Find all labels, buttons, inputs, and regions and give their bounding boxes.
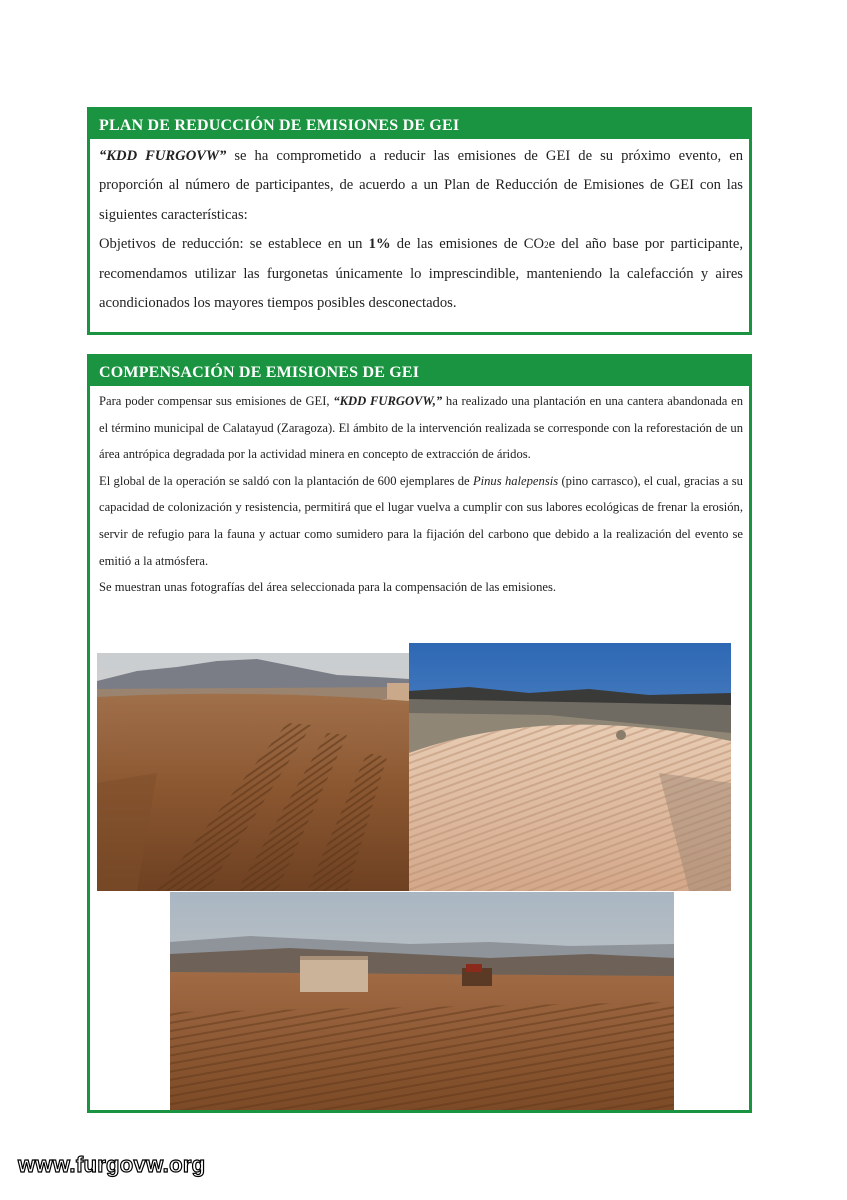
reduction-plan-title: PLAN DE REDUCCIÓN DE EMISIONES DE GEI [90, 110, 749, 139]
compensation-title: COMPENSACIÓN DE EMISIONES DE GEI [90, 357, 749, 386]
quarry-photo-1 [97, 653, 409, 891]
compensation-body [90, 386, 749, 601]
reduction-plan-paragraph-1 [99, 142, 743, 230]
reduction-percent: 1% [368, 235, 391, 252]
paragraph-text: se ha comprometido a reducir las emisiones de GEI de su próximo evento, en proporción al número de participantes, de acuerdo a un Plan de Reducción de Emisiones de GEI con las siguientes características: [99, 148, 743, 223]
reduction-plan-paragraph-2 [99, 230, 743, 319]
compensation-paragraph-1 [99, 388, 743, 468]
reduction-plan-box [87, 107, 752, 335]
paragraph-text: e del año base por participante, recomendamos utilizar las furgonetas únicamente lo imprescindible, manteniendo la calefacción y aires acondicionados los mayores tiempos posibles desconectados. [99, 235, 743, 312]
reduction-plan-body [90, 139, 749, 319]
paragraph-text: Se muestran unas fotografías del área seleccionada para la compensación de las emisiones. [99, 580, 557, 595]
species-name: Pinus halepensis [472, 473, 559, 488]
paragraph-text: Objetivos de reducción: se establece en un [99, 235, 369, 252]
paragraph-text: Para poder compensar sus emisiones de GEI, [99, 394, 334, 408]
paragraph-text: ha realizado una plantación en una cantera abandonada en el término municipal de Calatayud (Zaragoza). El ámbito de la intervención realizada se corresponde con la reforestación de un área antrópica degradada por la actividad minera en concepto de extracción de áridos. [99, 394, 743, 462]
paragraph-text: (pino carrasco), el cual, gracias a su capacidad de colonización y resistencia, permitirá que el lugar vuelva a cumplir con sus labores ecológicas de frenar la erosión, servir de refugio para la fauna y actuar como sumidero para la fijación del carbono que debido a la realización del evento se emitió a la atmósfera. [99, 473, 743, 568]
paragraph-text: de las emisiones de CO [390, 235, 545, 252]
compensation-paragraph-2 [99, 468, 743, 574]
compensation-paragraph-3 [99, 574, 743, 601]
quarry-photo-2 [409, 643, 731, 891]
brand-name: “KDD FURGOVW,” [333, 394, 443, 408]
brand-name: “KDD FURGOVW” [99, 148, 227, 164]
co2-subscript: 2 [544, 239, 549, 250]
quarry-photo-3 [170, 892, 674, 1110]
paragraph-text: El global de la operación se saldó con la plantación de 600 ejemplares de [99, 473, 473, 488]
website-url: www.furgovw.org [18, 1152, 206, 1177]
